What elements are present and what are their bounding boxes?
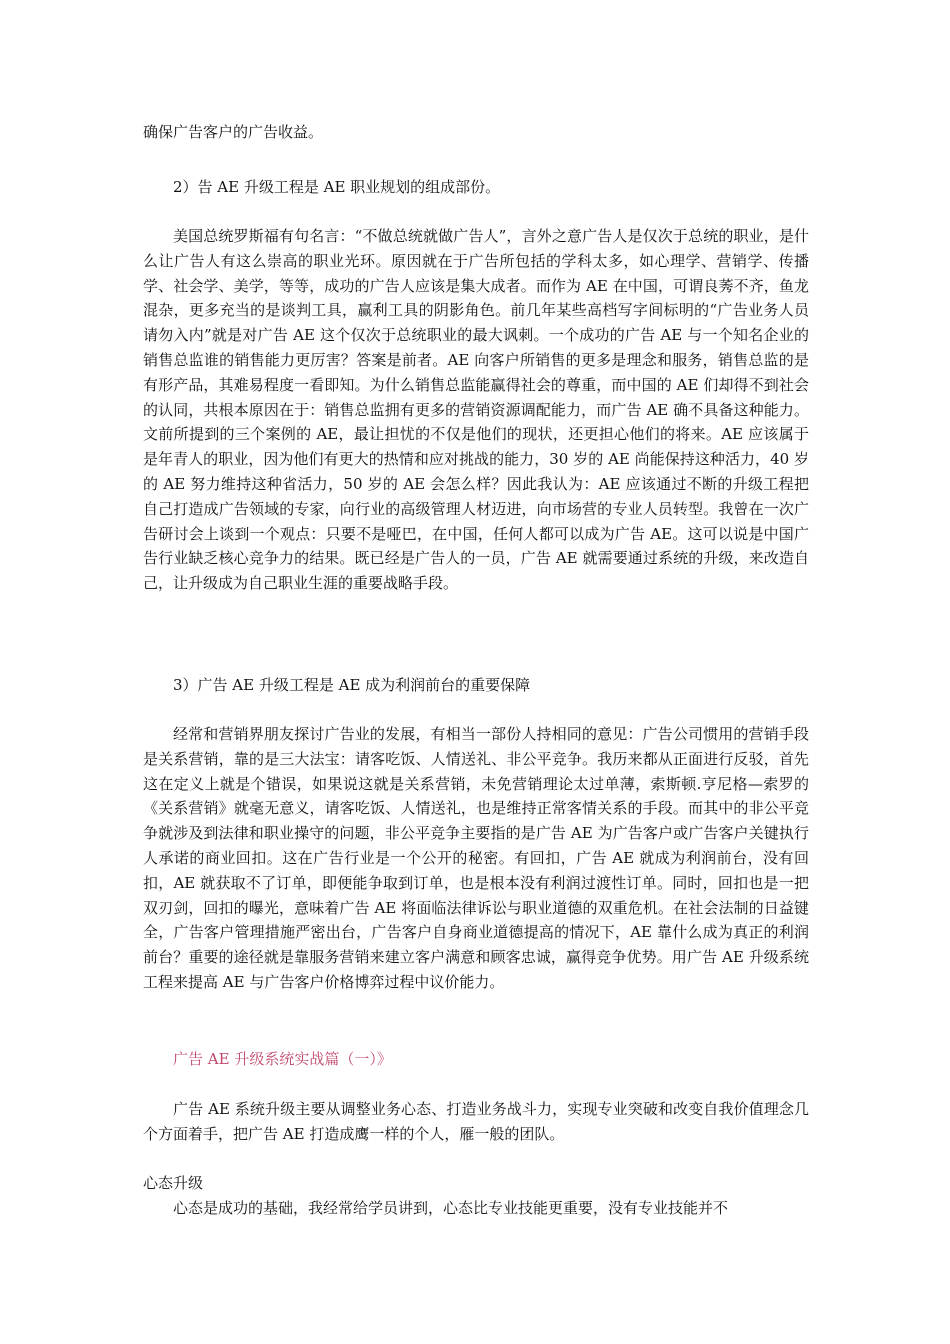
paragraph-system-upgrade: 广告 AE 系统升级主要从调整业务心态、打造业务战斗力，实现专业突破和改变自我价值理念几个方面着手，把广告 AE 打造成鹰一样的个人，雁一般的团队。 bbox=[143, 1100, 809, 1143]
paragraph-intro: 确保广告客户的广告收益。 bbox=[143, 123, 324, 141]
heading-point-3: 3）广告 AE 升级工程是 AE 成为利润前台的重要保障 bbox=[173, 676, 531, 694]
paragraph-mindset: 心态是成功的基础，我经常给学员讲到，心态比专业技能更重要，没有专业技能并不 bbox=[173, 1199, 729, 1217]
heading-mindset-upgrade: 心态升级 bbox=[143, 1174, 204, 1192]
section-title: 广告 AE 升级系统实战篇（一）》 bbox=[173, 1050, 392, 1068]
paragraph-relationship-marketing: 经常和营销界朋友探讨广告业的发展，有相当一部份人持相同的意见：广告公司惯用的营销手段是关系营销，靠的是三大法宝：请客吃饭、人情送礼、非公平竞争。我历来都从正面进行反驳，首先这在定义上就是个错误，如果说这就是关系营销，未免营销理论太过单薄，索斯顿.亨尼格—索罗的《关系营销》就毫无意义，请客吃饭、人情送礼，也是维持正常客情关系的手段。而其中的非公平竞争就涉及到法律和职业操守的问题，非公平竞争主要指的是广告 AE 为广告客户或广告客户关键执行人承诺的商业回扣。这在广告行业是一个公开的秘密。有回扣，广告 AE 就成为利润前台，没有回扣，AE 就获取不了订单，即便能争取到订单，也是根本没有利润过渡性订单。同时，回扣也是一把双刃剑，回扣的曝光，意味着广告 AE 将面临法律诉讼与职业道德的双重危机。在社会法制的日益键全，广告客户管理措施严密出台，广告客户自身商业道德提高的情况下，AE 靠什么成为真正的利润前台？重要的途径就是靠服务营销来建立客户满意和顾客忠诚，赢得竞争优势。用广告 AE 升级系统工程来提高 AE 与广告客户价格博弈过程中议价能力。 bbox=[143, 725, 809, 991]
heading-point-2: 2）告 AE 升级工程是 AE 职业规划的组成部份。 bbox=[173, 178, 501, 196]
paragraph-roosevelt: 美国总统罗斯福有句名言：“不做总统就做广告人”，言外之意广告人是仅次于总统的职业，是什么让广告人有这么崇高的职业光环。原因就在于广告所包括的学科太多，如心理学、营销学、传播学、社会学、美学，等等，成功的广告人应该是集大成者。而作为 AE 在中国，可谓良莠不齐，鱼龙混杂，更多充当的是谈判工具，赢利工具的阴影角色。前几年某些高档写字间标明的“广告业务人员请勿入内”就是对广告 AE 这个仅次于总统职业的最大讽刺。一个成功的广告 AE 与一个知名企业的销售总监谁的销售能力更厉害？答案是前者。AE 向客户所销售的更多是理念和服务，销售总监的是有形产品，其难易程度一看即知。为什么销售总监能赢得社会的尊重，而中国的 AE 们却得不到社会的认同，共根本原因在于：销售总监拥有更多的营销资源调配能力，而广告 AE 确不具备这种能力。文前所提到的三个案例的 AE，最让担忧的不仅是他们的现状，还更担心他们的将来。AE 应该属于是年青人的职业，因为他们有更大的热情和应对挑战的能力，30 岁的 AE 尚能保持这种活力，40 岁的 AE 努力维持这种省活力，50 岁的 AE 会怎么样？因此我认为：AE 应该通过不断的升级工程把自己打造成广告领域的专家，向行业的高级管理人材迈进，向市场营的专业人员转型。我曾在一次广告研讨会上谈到一个观点：只要不是哑巴，在中国，任何人都可以成为广告 AE。这可以说是中国广告行业缺乏核心竞争力的结果。既已经是广告人的一员，广告 AE 就需要通过系统的升级，来改造自己，让升级成为自己职业生涯的重要战略手段。 bbox=[143, 227, 809, 593]
